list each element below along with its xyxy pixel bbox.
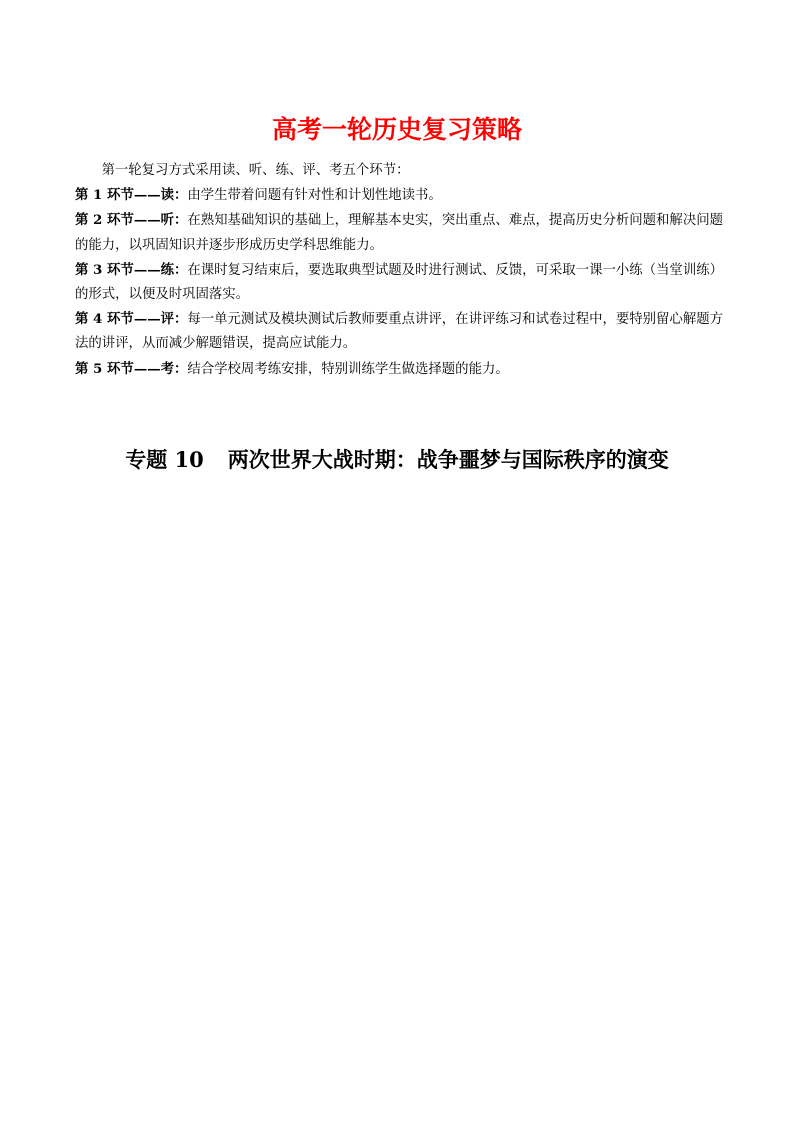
- step-paragraph: [75, 258, 725, 307]
- step-paragraph: [75, 183, 725, 208]
- step-text: 由学生带着问题有针对性和计划性地读书。: [187, 188, 442, 204]
- strategy-body: [75, 159, 725, 382]
- main-title: 高考一轮历史复习策略: [271, 115, 522, 144]
- intro-paragraph: 第一轮复习方式采用读、听、练、评、考五个环节：: [101, 163, 410, 178]
- step-label: 第 3 环节——练：: [75, 261, 188, 278]
- section-number: 专题 10: [125, 447, 204, 472]
- step-label: 第 1 环节——读：: [75, 187, 188, 204]
- step-label: 第 4 环节——评：: [75, 311, 188, 328]
- step-paragraph: [75, 357, 725, 382]
- step-paragraph: [75, 208, 725, 257]
- section-title-text: 两次世界大战时期：战争噩梦与国际秩序的演变: [227, 448, 669, 472]
- step-text: 在课时复习结束后，要选取典型试题及时进行测试、反馈，可采取一课一小练（当堂训练）的形式，以便及时巩固落实。: [75, 262, 723, 303]
- step-text: 在熟知基础知识的基础上，理解基本史实，突出重点、难点，提高历史分析问题和解决问题的能力，以巩固知识并逐步形成历史学科思维能力。: [75, 213, 723, 253]
- step-paragraph: [75, 307, 725, 356]
- section-title: [0, 444, 794, 476]
- step-text: 每一单元测试及模块测试后教师要重点讲评，在讲评练习和试卷过程中，要特别留心解题方法的讲评，从而减少解题错误，提高应试能力。: [75, 312, 723, 352]
- step-label: 第 5 环节——考：: [75, 360, 188, 377]
- step-label: 第 2 环节——听：: [75, 212, 188, 229]
- step-text: 结合学校周考练安排，特别训练学生做选择题的能力。: [187, 361, 509, 377]
